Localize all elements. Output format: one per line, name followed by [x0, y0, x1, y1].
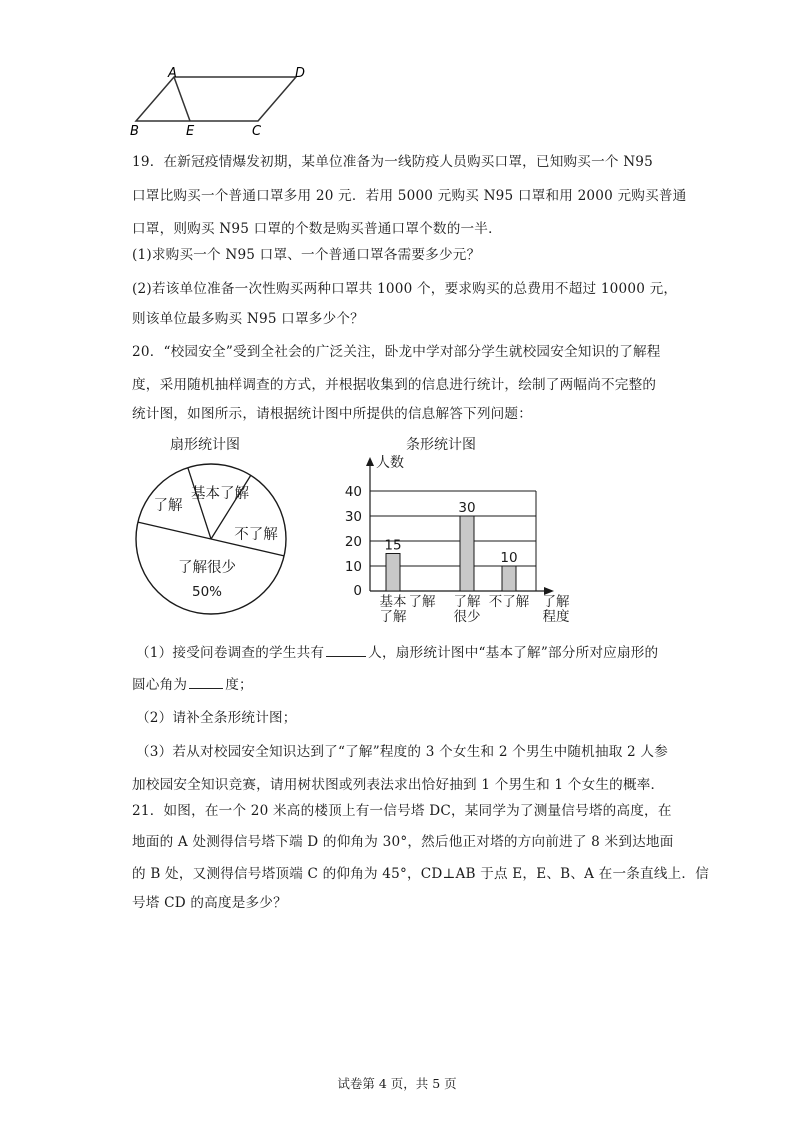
- pie-slice-label-0: 基本了解: [191, 486, 249, 502]
- bar-xlabel-1: 程度: [542, 609, 570, 625]
- q20-part-1-line-1: [136, 641, 658, 661]
- q19-part-2-line-2: 则该单位最多购买 N95 口罩多少个？: [132, 311, 364, 327]
- pie-divider-0: [188, 468, 211, 539]
- pie-slice-label-1: 了解: [153, 498, 183, 514]
- pie-divider-3: [138, 522, 211, 539]
- bar-xlabel-0: 了解: [542, 594, 570, 610]
- bar-data-label-3: 10: [500, 550, 518, 566]
- q20-line-1: 20．“校园安全”受到全社会的广泛关注，卧龙中学对部分学生就校园安全知识的了解程: [132, 344, 661, 360]
- bar-category-label-3-0: 不了解: [488, 594, 530, 610]
- q20-part-3-line-2: 加校园安全知识竞赛，请用树状图或列表法求出恰好抽到 1 个男生和 1 个女生的概率．: [132, 777, 665, 793]
- q20-part-1-text-a: （1）接受问卷调查的学生共有: [136, 645, 325, 661]
- segment-ae: [174, 77, 190, 121]
- bar-chart-marks: [345, 454, 570, 625]
- q21-line-3: 的 B 处，又测得信号塔顶端 C 的仰角为 45°，CD⊥AB 于点 E，E、B、A 在一条直线上．信: [132, 866, 710, 882]
- q19-line-3: 口罩，则购买 N95 口罩的个数是购买普通口罩个数的一半．: [132, 221, 502, 237]
- pie-slice-value-3: 50%: [191, 584, 223, 600]
- pie-chart-marks: [136, 464, 286, 614]
- q21-line-4: 号塔 CD 的高度是多少？: [132, 895, 287, 911]
- q20-part-1-line-2: [132, 673, 253, 693]
- bar-y-axis-arrow: [366, 457, 374, 466]
- q20-line-2: 度，采用随机抽样调查的方式，并根据收集到的信息进行统计，绘制了两幅尚不完整的: [132, 377, 657, 393]
- pie-chart-title: 扇形统计图: [170, 437, 240, 453]
- q20-line-3: 统计图，如图所示，请根据统计图中所提供的信息解答下列问题：: [132, 406, 533, 422]
- parallelogram-figure: [128, 64, 318, 138]
- q20-part-1-text-d: 度；: [225, 677, 253, 693]
- bar-category-label-0-0: 基本: [379, 594, 407, 610]
- bar-data-label-0: 15: [384, 537, 402, 554]
- bar-category-label-0-1: 了解: [379, 609, 407, 625]
- q20-part-1-text-c: 圆心角为: [132, 677, 188, 693]
- point-label-c: C: [252, 124, 262, 138]
- bar-3: [502, 566, 516, 591]
- pie-chart: [134, 460, 290, 620]
- q19-part-2-line-1: (2)若该单位准备一次性购买两种口罩共 1000 个，要求购买的总费用不超过 10000 元，: [132, 281, 678, 297]
- bar-data-label-2: 30: [458, 500, 476, 516]
- q20-part-1-text-b: 人，扇形统计图中“基本了解”部分所对应扇形的: [368, 645, 659, 661]
- bar-category-label-2-0: 了解: [453, 594, 481, 610]
- bar-ylabel: 人数: [376, 455, 404, 471]
- q21-line-1: 21．如图，在一个 20 米高的楼顶上有一信号塔 DC，某同学为了测量信号塔的高度，在: [132, 803, 672, 819]
- bar-ytick-0: 0: [353, 583, 362, 599]
- q19-line-1: 19．在新冠疫情爆发初期，某单位准备为一线防疫人员购买口罩，已知购买一个 N95: [132, 154, 653, 170]
- bar-chart-title: 条形统计图: [406, 437, 476, 453]
- parallelogram-outline: [136, 77, 296, 121]
- point-label-d: D: [295, 66, 306, 81]
- pie-slice-label-3: 了解很少: [178, 560, 236, 576]
- bar-ytick-2: 20: [344, 534, 362, 550]
- bar-0: [386, 554, 400, 592]
- bar-ytick-4: 40: [344, 484, 362, 500]
- answer-blank-students[interactable]: [326, 642, 366, 657]
- point-label-e: E: [186, 124, 195, 138]
- bar-category-label-2-1: 很少: [453, 609, 481, 625]
- point-label-b: B: [130, 124, 139, 138]
- q19-line-2: 口罩比购买一个普通口罩多用 20 元．若用 5000 元购买 N95 口罩和用 2000 元购买普通: [132, 188, 687, 204]
- page-footer: 试卷第 4 页，共 5 页: [337, 1076, 457, 1091]
- bar-chart: [336, 452, 586, 628]
- bar-ytick-1: 10: [344, 559, 362, 575]
- bar-category-label-1-0: 了解: [408, 594, 436, 610]
- point-label-a: A: [168, 66, 177, 81]
- bar-2: [460, 516, 474, 591]
- bar-ytick-3: 30: [344, 509, 362, 525]
- q20-part-3-line-1: （3）若从对校园安全知识达到了“了解”程度的 3 个女生和 2 个男生中随机抽取 2 人参: [136, 744, 669, 760]
- q21-line-2: 地面的 A 处测得信号塔下端 D 的仰角为 30°，然后他正对塔的方向前进了 8 米到达地面: [132, 834, 674, 850]
- q19-part-1: (1)求购买一个 N95 口罩、一个普通口罩各需要多少元？: [132, 247, 481, 263]
- answer-blank-angle[interactable]: [189, 674, 223, 689]
- q20-part-2: （2）请补全条形统计图；: [136, 710, 297, 726]
- pie-slice-label-2: 不了解: [234, 527, 278, 543]
